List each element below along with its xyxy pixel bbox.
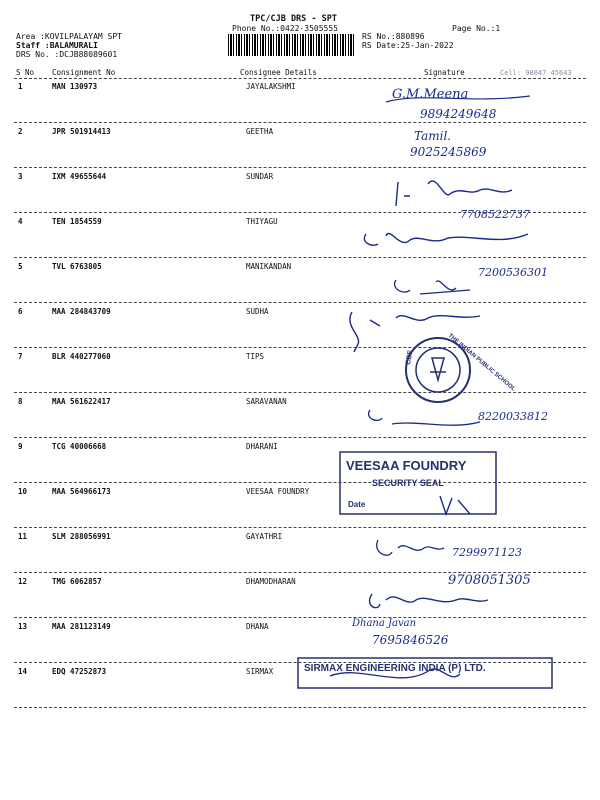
row-serial-number: 2 bbox=[18, 127, 23, 136]
drs-number: DRS No. :DCJB88089601 bbox=[16, 50, 118, 59]
row-serial-number: 7 bbox=[18, 352, 23, 361]
stamp-security-seal: SECURITY SEAL bbox=[372, 478, 444, 488]
row-consignee-name: SUNDAR bbox=[246, 172, 274, 181]
row-consignment-number: MAA 281123149 bbox=[52, 622, 111, 631]
row-consignment-number: MAA 561622417 bbox=[52, 397, 111, 406]
signature-stroke-8 bbox=[369, 410, 480, 425]
stamp-sirmax-name: SIRMAX ENGINEERING INDIA (P) LTD. bbox=[304, 663, 486, 674]
row-consignment-number: TMG 6062857 bbox=[52, 577, 102, 586]
row-consignment-number: MAA 284843709 bbox=[52, 307, 111, 316]
stamp-date-label: Date bbox=[348, 500, 366, 509]
school-stamp bbox=[405, 333, 516, 402]
staff-field: Staff :BALAMURALI bbox=[16, 41, 98, 50]
row-consignment-number: JPR 501914413 bbox=[52, 127, 111, 136]
rs-date: RS Date:25-Jan-2022 bbox=[362, 41, 454, 50]
row-consignee-name: GAYATHRI bbox=[246, 532, 283, 541]
row-serial-number: 1 bbox=[18, 82, 23, 91]
cell-note: Cell: 98047 45643 bbox=[500, 69, 572, 77]
document-title: TPC/CJB DRS - SPT bbox=[250, 14, 337, 24]
signature-stroke-5 bbox=[395, 280, 470, 294]
veesaa-stamp bbox=[340, 452, 496, 514]
stamp-school-name: THE INDIAN PUBLIC SCHOOL bbox=[446, 332, 517, 393]
phone-note-5: 7200536301 bbox=[478, 266, 548, 279]
signature-stroke-12 bbox=[370, 594, 488, 608]
row-serial-number: 11 bbox=[18, 532, 28, 541]
row-consignment-number: TEN 1854559 bbox=[52, 217, 102, 226]
row-consignee-name: THIYAGU bbox=[246, 217, 278, 226]
rs-number: RS No.:880896 bbox=[362, 32, 425, 41]
row-consignment-number: IXM 49655644 bbox=[52, 172, 107, 181]
column-header-consignment: Consignment No bbox=[52, 68, 116, 77]
row-consignee-name: TIPS bbox=[246, 352, 265, 361]
phone-note-12: 9708051305 bbox=[448, 573, 531, 588]
row-consignee-name: DHANA bbox=[246, 622, 269, 631]
row-consignee-name: GEETHA bbox=[246, 127, 274, 136]
row-serial-number: 9 bbox=[18, 442, 23, 451]
column-header-sno: S No bbox=[16, 68, 35, 77]
signature-name-1: G.M.Meena bbox=[392, 87, 469, 102]
column-header-signature: Signature bbox=[424, 68, 465, 77]
signature-name-2: Tamil. bbox=[414, 129, 452, 143]
signature-stroke-4 bbox=[364, 234, 528, 246]
row-consignment-number: SLM 288056991 bbox=[52, 532, 111, 541]
row-consignee-name: SARAVANAN bbox=[246, 397, 287, 406]
area-field: Area :KOVILPALAYAM SPT bbox=[16, 32, 122, 41]
row-consignment-number: MAN 130973 bbox=[52, 82, 98, 91]
row-consignment-number: TCG 40006668 bbox=[52, 442, 107, 451]
row-consignee-name: JAYALAKSHMI bbox=[246, 82, 296, 91]
row-consignee-name: MANIKANDAN bbox=[246, 262, 292, 271]
phone-note-4: 7708522737 bbox=[460, 208, 530, 221]
phone-note-9: 8220033812 bbox=[478, 410, 548, 423]
row-serial-number: 4 bbox=[18, 217, 23, 226]
row-consignee-name: DHARANI bbox=[246, 442, 278, 451]
row-serial-number: 3 bbox=[18, 172, 23, 181]
sirmax-stamp bbox=[298, 658, 552, 688]
phone-number: Phone No.:0422-3505555 bbox=[232, 24, 338, 33]
row-consignment-number: BLR 440277060 bbox=[52, 352, 111, 361]
stamp-veesaa-name: VEESAA FOUNDRY bbox=[346, 458, 467, 473]
row-serial-number: 8 bbox=[18, 397, 23, 406]
row-consignee-name: SUDHA bbox=[246, 307, 269, 316]
row-consignment-number: EDQ 47252873 bbox=[52, 667, 107, 676]
phone-note-13: 7695846526 bbox=[372, 633, 449, 647]
row-serial-number: 13 bbox=[18, 622, 28, 631]
signature-stroke-3 bbox=[396, 181, 512, 206]
phone-note-1: 9894249648 bbox=[420, 107, 497, 121]
stamp-school-city: CBE bbox=[405, 349, 415, 366]
row-consignee-name: SIRMAX bbox=[246, 667, 274, 676]
page-number: Page No.:1 bbox=[452, 24, 501, 33]
row-serial-number: 12 bbox=[18, 577, 28, 586]
row-serial-number: 5 bbox=[18, 262, 23, 271]
row-consignment-number: MAA 564966173 bbox=[52, 487, 111, 496]
row-serial-number: 6 bbox=[18, 307, 23, 316]
row-consignee-name: DHAMODHARAN bbox=[246, 577, 296, 586]
signature-name-13: Dhana Javan bbox=[352, 618, 417, 629]
row-consignee-name: VEESAA FOUNDRY bbox=[246, 487, 310, 496]
signature-stroke-11 bbox=[377, 540, 444, 555]
column-header-consignee: Consignee Details bbox=[240, 68, 317, 77]
row-consignment-number: TVL 6763805 bbox=[52, 262, 102, 271]
phone-note-2: 9025245869 bbox=[410, 145, 487, 159]
row-serial-number: 14 bbox=[18, 667, 28, 676]
phone-note-11: 7299971123 bbox=[452, 546, 522, 559]
row-serial-number: 10 bbox=[18, 487, 28, 496]
